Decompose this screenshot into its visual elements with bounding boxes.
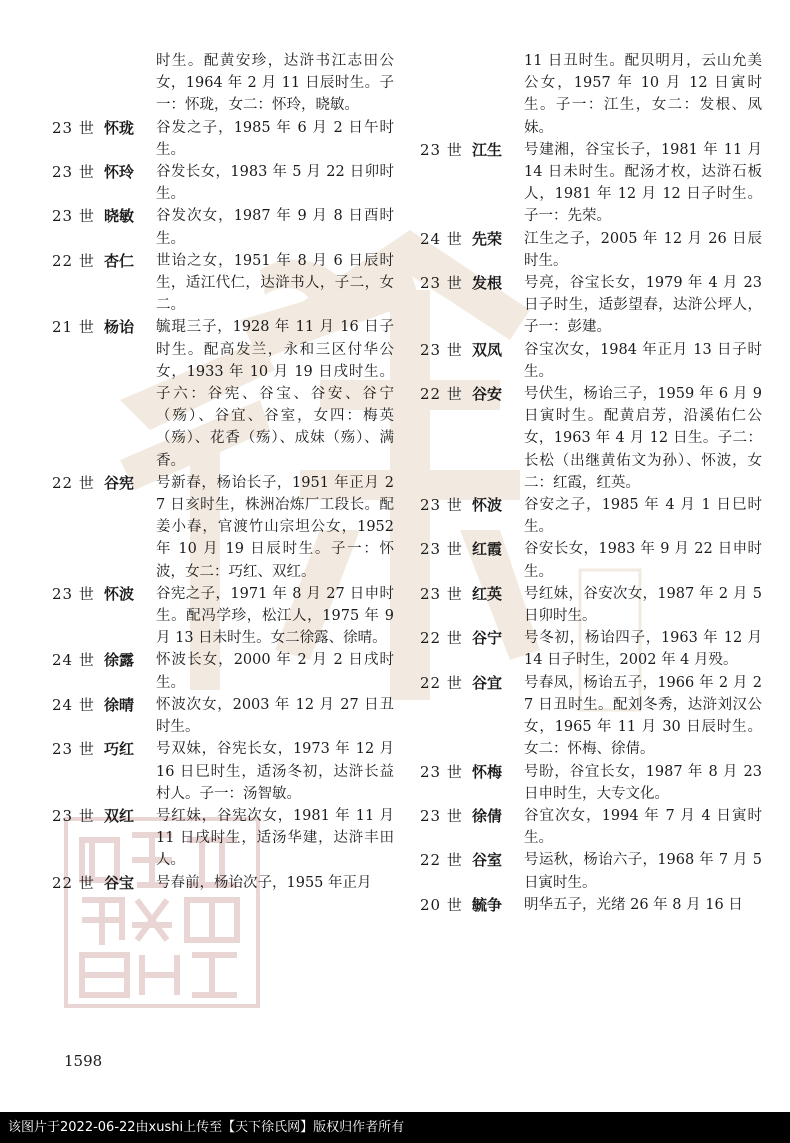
genealogy-entry <box>420 538 760 582</box>
person-name: 怀珑 <box>104 118 135 137</box>
person-name: 谷宝 <box>104 873 135 892</box>
person-name: 先荣 <box>472 229 503 248</box>
person-name: 怀梅 <box>472 762 503 781</box>
entry-text: 谷宝次女，1984 年正月 13 日子时生。 <box>524 341 762 380</box>
genealogy-entry <box>420 339 760 383</box>
entry-text: 世诒之女，1951 年 8 月 6 日辰时生，适江代仁，达浒书人，子二，女二。 <box>156 252 394 314</box>
genealogy-entry <box>420 272 760 339</box>
generation-label: 23 世 <box>52 806 95 825</box>
genealogy-entry <box>52 649 392 693</box>
entry-text: 谷宜次女，1994 年 7 月 4 日寅时生。 <box>524 807 762 847</box>
generation-label: 22 世 <box>420 673 463 692</box>
entry-text: 号双妹，谷宪长女，1973 年 12 月 16 日巳时生，适汤冬初，达浒长益村人。子一：汤智敏。 <box>156 741 394 802</box>
generation-label: 22 世 <box>420 629 463 648</box>
generation-label: 22 世 <box>52 873 95 892</box>
person-name: 怀波 <box>472 496 503 515</box>
person-name: 谷宜 <box>472 673 503 692</box>
entry-text: 号建湘，谷宝长子，1981 年 11 月 14 日未时生。配汤才枚，达浒石板人，1981 年 12 月 12 日子时生。子一：先荣。 <box>524 141 762 225</box>
generation-label: 23 世 <box>52 207 95 226</box>
continued-entry <box>524 50 760 139</box>
genealogy-entry <box>52 117 392 161</box>
generation-label: 22 世 <box>420 851 463 870</box>
page-number: 1598 <box>64 1052 103 1070</box>
entry-text: 江生之子，2005 年 12 月 26 日辰时生。 <box>524 230 762 269</box>
person-name: 双红 <box>104 806 135 825</box>
person-name: 杏仁 <box>104 251 135 270</box>
genealogy-entry <box>52 805 392 872</box>
genealogy-entry <box>52 316 392 471</box>
entry-text: 号红妹，谷安次女，1987 年 2 月 5 日卯时生。 <box>524 585 762 625</box>
left-column <box>52 50 392 894</box>
person-name: 谷室 <box>472 851 503 870</box>
person-name: 巧红 <box>104 740 135 759</box>
entry-text: 谷安之子，1985 年 4 月 1 日巳时生。 <box>524 497 762 536</box>
genealogy-entry <box>52 161 392 205</box>
genealogy-entry <box>420 761 760 805</box>
generation-label: 22 世 <box>420 385 463 404</box>
generation-label: 23 世 <box>420 140 463 159</box>
entry-text: 11 日丑时生。配贝明月，云山允美公女，1957 年 10 月 12 日寅时生。子一：江生，女二：发根、凤妹。 <box>524 53 762 136</box>
person-name: 红英 <box>472 584 503 603</box>
generation-label: 23 世 <box>420 806 463 825</box>
generation-label: 22 世 <box>52 251 95 270</box>
person-name: 红霞 <box>472 540 503 559</box>
generation-label: 24 世 <box>52 651 95 670</box>
entry-text: 怀波长女，2000 年 2 月 2 日戌时生。 <box>156 652 394 691</box>
person-name: 双凤 <box>472 340 503 359</box>
genealogy-entry <box>52 583 392 650</box>
generation-label: 23 世 <box>420 340 463 359</box>
entry-text: 号春凤，杨诒五子，1966 年 2 月 27 日丑时生。配刘冬秀，达浒刘汉公女，1965 年 11 月 30 日辰时生。女二：怀梅、徐倩。 <box>524 674 762 758</box>
generation-label: 23 世 <box>420 540 463 559</box>
person-name: 晓敏 <box>104 207 135 226</box>
entry-text: 谷宪之子，1971 年 8 月 27 日申时生。配冯学珍，松江人，1975 年 9 月 13 日未时生。女二徐露、徐晴。 <box>156 585 394 647</box>
genealogy-entry <box>420 672 760 761</box>
generation-label: 21 世 <box>52 318 95 337</box>
genealogy-entry <box>52 738 392 805</box>
person-name: 江生 <box>472 140 503 159</box>
person-name: 徐露 <box>104 651 135 670</box>
right-column <box>420 50 760 916</box>
person-name: 谷宪 <box>104 473 135 492</box>
genealogy-entry <box>52 694 392 738</box>
generation-label: 22 世 <box>52 473 95 492</box>
generation-label: 23 世 <box>420 496 463 515</box>
person-name: 发根 <box>472 274 503 293</box>
genealogy-entry <box>420 494 760 538</box>
person-name: 徐倩 <box>472 806 503 825</box>
generation-label: 24 世 <box>420 229 463 248</box>
entry-text: 谷发次女，1987 年 9 月 8 日酉时生。 <box>156 208 394 247</box>
entry-text: 明华五子，光绪 26 年 8 月 16 日 <box>524 896 743 913</box>
genealogy-entry <box>52 472 392 583</box>
entry-text: 谷安长女，1983 年 9 月 22 日申时生。 <box>524 541 762 580</box>
person-name: 杨诒 <box>104 318 135 337</box>
entry-text: 号红妹，谷宪次女，1981 年 11 月 11 日戌时生，适汤华建，达浒丰田人。 <box>156 807 394 869</box>
generation-label: 24 世 <box>52 695 95 714</box>
genealogy-entry <box>420 627 760 671</box>
generation-label: 23 世 <box>420 274 463 293</box>
genealogy-entry <box>420 894 760 916</box>
generation-label: 20 世 <box>420 895 463 914</box>
entry-text: 号冬初，杨诒四子，1963 年 12 月 14 日子时生，2002 年 4 月殁。 <box>524 630 762 669</box>
genealogy-entry <box>420 805 760 849</box>
person-name: 徐晴 <box>104 695 135 714</box>
entry-text: 怀波次女，2003 年 12 月 27 日丑时生。 <box>156 696 394 736</box>
entry-text: 号伏生，杨诒三子，1959 年 6 月 9 日寅时生。配黄启芳，沿溪佑仁公女，1963 年 4 月 12 日生。子二：长松（出继黄佑文为孙）、怀波，女二：红霞，红英。 <box>524 386 762 491</box>
entry-text: 号春前，杨诒次子，1955 年正月 <box>156 874 372 891</box>
genealogy-entry <box>420 583 760 627</box>
person-name: 怀玲 <box>104 163 135 182</box>
genealogy-entry <box>420 228 760 272</box>
genealogy-entry <box>420 383 760 494</box>
person-name: 怀波 <box>104 584 135 603</box>
entry-text: 号运秋，杨诒六子，1968 年 7 月 5 日寅时生。 <box>524 852 762 891</box>
generation-label: 23 世 <box>420 762 463 781</box>
entry-text: 号亮，谷宝长女，1979 年 4 月 23 日子时生，适彭望春，达浒公坪人，子一：彭建。 <box>524 275 762 336</box>
generation-label: 23 世 <box>52 163 95 182</box>
genealogy-entry <box>52 250 392 317</box>
genealogy-entry <box>420 849 760 893</box>
generation-label: 23 世 <box>420 584 463 603</box>
upload-copyright-footer: 该图片于2022-06-22由xushi上传至【天下徐氏网】版权归作者所有 <box>0 1112 790 1143</box>
person-name: 谷安 <box>472 385 503 404</box>
generation-label: 23 世 <box>52 584 95 603</box>
generation-label: 23 世 <box>52 118 95 137</box>
entry-text: 谷发之子，1985 年 6 月 2 日午时生。 <box>156 119 394 158</box>
genealogy-entry <box>52 205 392 249</box>
entry-text: 号新春，杨诒长子，1951 年正月 27 日亥时生，株洲冶炼厂工段长。配姜小春，官渡竹山宗坦公女，1952 年 10 月 19 日辰时生。子一：怀波，女二：巧红、双红。 <box>156 474 394 580</box>
genealogy-entry <box>420 139 760 228</box>
entry-text: 毓琨三子，1928 年 11 月 16 日子时生。配高发兰，永和三区付华公女，1933 年 10 月 19 日戌时生。子六：谷宪、谷宝、谷安、谷宁（殇）、谷宜、谷室，女四：梅英（殇）、花香（殇）、成妹（殇）、满香。 <box>156 319 394 469</box>
entry-text: 号盼，谷宜长女，1987 年 8 月 23 日申时生，大专文化。 <box>524 763 762 802</box>
continued-entry <box>156 50 392 117</box>
genealogy-entry <box>52 872 392 894</box>
generation-label: 23 世 <box>52 740 95 759</box>
person-name: 谷宁 <box>472 629 503 648</box>
entry-text: 谷发长女，1983 年 5 月 22 日卯时生。 <box>156 164 394 203</box>
entry-text: 时生。配黄安珍，达浒书江志田公女，1964 年 2 月 11 日辰时生。子一：怀珑，女二：怀玲，晓敏。 <box>156 53 394 114</box>
person-name: 毓争 <box>472 895 503 914</box>
